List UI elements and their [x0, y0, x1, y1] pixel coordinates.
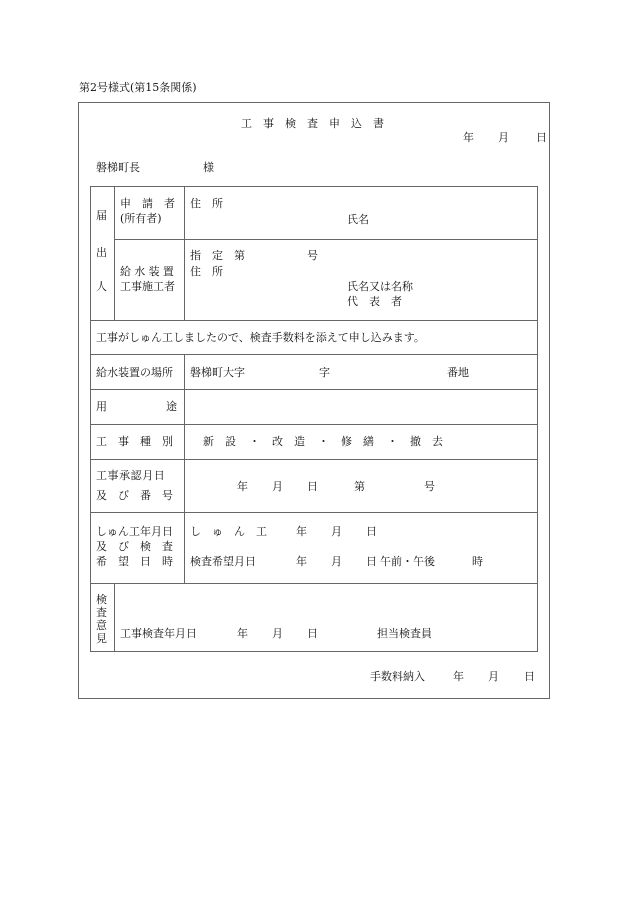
date-year: 年 [463, 131, 474, 144]
inspection-date-month: 月 [272, 627, 283, 640]
fee-month: 月 [488, 670, 499, 683]
completion-day: 日 [366, 525, 377, 538]
col-divider [184, 354, 185, 583]
approval-label-line2: 及 び 番 号 [96, 489, 173, 502]
approval-month: 月 [272, 480, 283, 493]
opinion-label-char: 意 [96, 619, 107, 632]
opinion-label-char: 検 [96, 593, 107, 606]
fee-year: 年 [453, 670, 464, 683]
completion-label-line: 希 望 日 時 [96, 555, 173, 568]
inspection-month: 月 [331, 555, 342, 568]
designation-label: 指 定 第 [190, 249, 245, 262]
fee-label: 手数料納入 [370, 670, 425, 683]
contractor-sublabel: 工事施工者 [120, 280, 175, 293]
approval-no-prefix: 第 [354, 480, 365, 493]
applicant-name-label: 氏名 [347, 213, 369, 226]
work-type-option: 改 造 [272, 435, 305, 448]
completion-date-label: し ゅ ん 工 [190, 525, 267, 538]
row-divider [90, 424, 538, 425]
completion-month: 月 [331, 525, 342, 538]
inspection-date-day: 日 [307, 627, 318, 640]
inspection-request-label: 検査希望月日 [190, 555, 256, 568]
approval-year: 年 [237, 480, 248, 493]
inspector-label: 担当検査員 [377, 627, 432, 640]
row-divider [90, 512, 538, 513]
completion-label-line: 及 び 検 査 [96, 540, 173, 553]
statement-text: 工事がしゅん工しましたので、検査手数料を添えて申し込みます。 [96, 331, 425, 344]
row-divider [114, 239, 538, 240]
applicant-label: 申 請 者 [120, 197, 175, 210]
work-type-separator: ・ [318, 435, 329, 448]
contractor-name-label: 氏名又は名称 [347, 280, 413, 293]
date-month: 月 [498, 131, 509, 144]
completion-year: 年 [296, 525, 307, 538]
form-number: 第2号様式(第15条関係) [79, 81, 197, 94]
completion-label-line: しゅん工年月日 [96, 525, 173, 538]
date-day: 日 [536, 131, 547, 144]
location-label: 給水装置の場所 [96, 366, 173, 379]
contractor-label: 給水装置 [120, 265, 178, 278]
opinion-label-char: 見 [96, 632, 107, 645]
col-divider [184, 186, 185, 320]
location-banchi: 番地 [447, 366, 469, 379]
row-divider [90, 354, 538, 355]
contractor-address-label: 住 所 [190, 265, 223, 278]
applicant-section-char: 人 [96, 280, 107, 293]
applicant-address-label: 住 所 [190, 197, 223, 210]
location-town: 磐梯町大字 [190, 366, 245, 379]
location-aza: 字 [319, 366, 330, 379]
col-divider [114, 583, 115, 652]
inspection-day: 日 [366, 555, 377, 568]
work-type-separator: ・ [387, 435, 398, 448]
approval-no-suffix: 号 [424, 480, 435, 493]
applicant-section-char: 届 [96, 209, 107, 222]
addressee-honorific: 様 [203, 161, 214, 174]
contractor-rep-label: 代 表 者 [347, 295, 402, 308]
row-divider [90, 320, 538, 321]
inspection-ampm: 午前・午後 [380, 555, 435, 568]
usage-label-a: 用 [96, 400, 107, 413]
work-type-option: 新 設 [203, 435, 236, 448]
page-title: 工 事 検 査 申 込 書 [241, 117, 384, 130]
designation-suffix: 号 [307, 249, 318, 262]
applicant-section-char: 出 [96, 246, 107, 259]
row-divider [90, 583, 538, 584]
usage-label-b: 途 [166, 400, 177, 413]
row-divider [90, 459, 538, 460]
approval-day: 日 [307, 480, 318, 493]
row-divider [90, 389, 538, 390]
inspection-date-label: 工事検査年月日 [120, 627, 197, 640]
fee-day: 日 [524, 670, 535, 683]
inspection-year: 年 [296, 555, 307, 568]
inspection-date-year: 年 [237, 627, 248, 640]
addressee-name: 磐梯町長 [96, 161, 140, 174]
work-type-separator: ・ [249, 435, 260, 448]
approval-label-line1: 工事承認月日 [96, 469, 166, 482]
inspection-hour: 時 [472, 555, 483, 568]
work-type-option: 修 繕 [341, 435, 374, 448]
opinion-label-char: 査 [96, 606, 107, 619]
applicant-sublabel: (所有者) [120, 212, 162, 225]
work-type-option: 撤 去 [410, 435, 443, 448]
col-divider [114, 186, 115, 320]
work-type-label: 工 事 種 別 [96, 435, 173, 448]
